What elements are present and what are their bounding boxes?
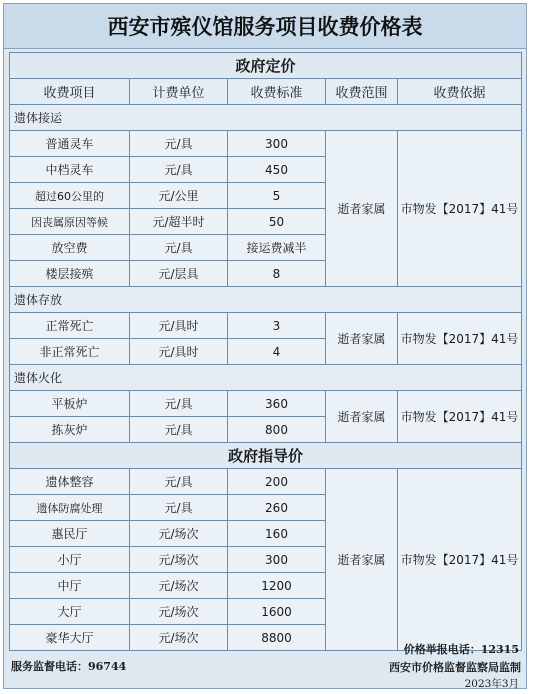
row-price: 200 [228, 469, 326, 495]
row-unit: 元/层具 [130, 261, 228, 287]
row-unit: 元/场次 [130, 547, 228, 573]
footer [9, 638, 521, 688]
row-item: 因丧属原因等候 [10, 209, 130, 235]
row-price: 1200 [228, 573, 326, 599]
row-item: 遗体整容 [10, 469, 130, 495]
service-phone: 服务监督电话：96744 [11, 660, 127, 673]
header-unit: 计费单位 [130, 79, 228, 105]
row-unit: 元/场次 [130, 521, 228, 547]
row-item: 放空费 [10, 235, 130, 261]
row-unit: 元/具时 [130, 313, 228, 339]
row-unit: 元/具 [130, 495, 228, 521]
row-item: 中档灵车 [10, 157, 130, 183]
row-item: 非正常死亡 [10, 339, 130, 365]
row-basis: 市物发【2017】41号 [398, 469, 522, 651]
header-item: 收费项目 [10, 79, 130, 105]
row-item: 楼层接殡 [10, 261, 130, 287]
header-row [10, 79, 522, 105]
row-price: 3 [228, 313, 326, 339]
row-unit: 元/具 [130, 131, 228, 157]
date-text: 2023年3月 [464, 678, 519, 690]
row-unit: 元/场次 [130, 573, 228, 599]
row-unit: 元/具 [130, 157, 228, 183]
row-price: 8 [228, 261, 326, 287]
row-item: 豪华大厅 [10, 625, 130, 651]
row-item: 中厅 [10, 573, 130, 599]
row-unit: 元/公里 [130, 183, 228, 209]
row-item: 小厅 [10, 547, 130, 573]
price-table [9, 52, 522, 651]
row-item: 遗体防腐处理 [10, 495, 130, 521]
row-unit: 元/超半时 [130, 209, 228, 235]
group-label: 遗体接运 [10, 105, 522, 131]
row-price: 4 [228, 339, 326, 365]
section-gov-pricing-label: 政府定价 [10, 53, 522, 79]
row-unit: 元/场次 [130, 625, 228, 651]
table-row [10, 313, 522, 339]
row-basis: 市物发【2017】41号 [398, 391, 522, 443]
row-unit: 元/具 [130, 235, 228, 261]
group-label: 遗体存放 [10, 287, 522, 313]
row-item: 正常死亡 [10, 313, 130, 339]
table-row [10, 469, 522, 495]
row-unit: 元/具时 [130, 339, 228, 365]
row-item: 大厅 [10, 599, 130, 625]
group-cremation-header [10, 365, 522, 391]
row-scope: 逝者家属 [326, 131, 398, 287]
row-scope: 逝者家属 [326, 313, 398, 365]
row-price: 800 [228, 417, 326, 443]
row-scope: 逝者家属 [326, 391, 398, 443]
group-transport-header [10, 105, 522, 131]
table-row [10, 131, 522, 157]
row-price: 260 [228, 495, 326, 521]
section-gov-guidance-label: 政府指导价 [10, 443, 522, 469]
row-unit: 元/具 [130, 469, 228, 495]
row-price: 8800 [228, 625, 326, 651]
header-basis: 收费依据 [398, 79, 522, 105]
page-title: 西安市殡仪馆服务项目收费价格表 [4, 4, 526, 49]
section-gov-pricing [10, 53, 522, 79]
row-price: 300 [228, 547, 326, 573]
row-price: 160 [228, 521, 326, 547]
row-price: 50 [228, 209, 326, 235]
row-basis: 市物发【2017】41号 [398, 313, 522, 365]
header-scope: 收费范围 [326, 79, 398, 105]
row-basis: 市物发【2017】41号 [398, 131, 522, 287]
section-gov-guidance [10, 443, 522, 469]
row-price: 360 [228, 391, 326, 417]
table-row [10, 391, 522, 417]
row-price: 5 [228, 183, 326, 209]
row-scope: 逝者家属 [326, 469, 398, 651]
row-item: 惠民厅 [10, 521, 130, 547]
row-price: 450 [228, 157, 326, 183]
row-unit: 元/场次 [130, 599, 228, 625]
row-price: 接运费减半 [228, 235, 326, 261]
group-label: 遗体火化 [10, 365, 522, 391]
row-item: 拣灰炉 [10, 417, 130, 443]
row-item: 普通灵车 [10, 131, 130, 157]
report-phone: 价格举报电话：12315 [403, 643, 519, 656]
row-price: 300 [228, 131, 326, 157]
row-item: 超过60公里的 [10, 183, 130, 209]
header-price: 收费标准 [228, 79, 326, 105]
supervisor-text: 西安市价格监督监察局监制 [389, 661, 521, 674]
row-item: 平板炉 [10, 391, 130, 417]
row-unit: 元/具 [130, 391, 228, 417]
row-unit: 元/具 [130, 417, 228, 443]
price-sheet [3, 3, 527, 689]
row-price: 1600 [228, 599, 326, 625]
group-storage-header [10, 287, 522, 313]
